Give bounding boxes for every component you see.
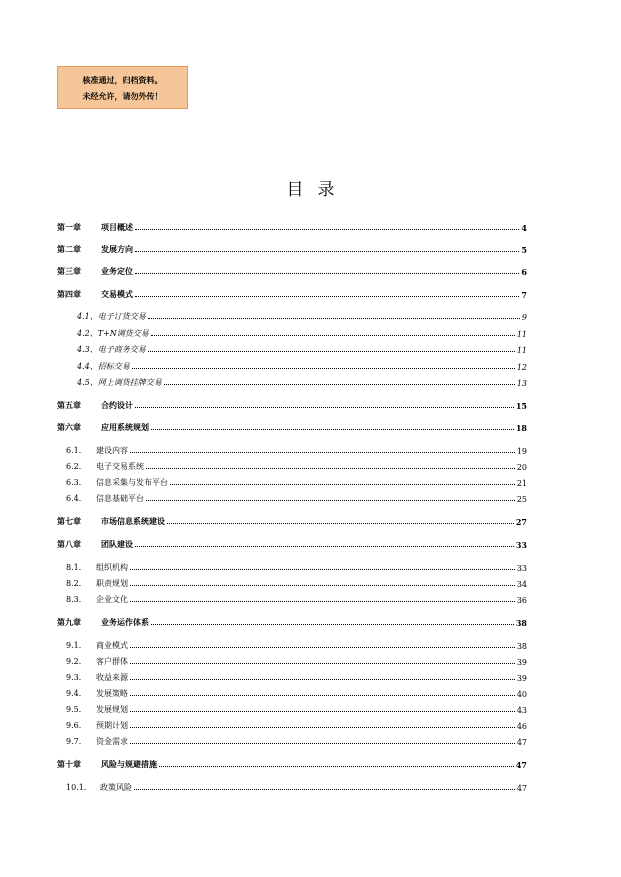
toc-number: 第六章 [57,422,81,432]
toc-page: 20 [516,463,527,472]
toc-page: 43 [516,706,527,715]
toc-entry-9-5[interactable] [66,701,527,715]
toc-entry-chapter-5[interactable] [57,397,527,411]
toc-title: 企业文化 [96,595,128,604]
toc-title: 商业模式 [96,641,128,650]
toc-number: 8.2． [66,579,87,588]
toc-leader [134,788,515,790]
toc-title: 项目概述 [101,222,133,232]
toc-entry-9-2[interactable] [66,653,527,667]
toc-entry-4-4[interactable] [77,358,527,372]
toc-title: 发展规划 [96,705,128,714]
page-title: 目录 [286,180,349,200]
toc-number: 第三章 [57,266,81,276]
toc-leader [164,383,515,385]
toc-entry-8-3[interactable] [66,591,527,605]
toc-page: 33 [515,540,527,550]
toc-number: 9.2． [66,657,87,666]
toc-leader [130,584,515,586]
toc-leader [170,483,515,485]
toc-page: 47 [516,738,527,747]
toc-number: 9.6． [66,721,87,730]
toc-number: 4.3、 [77,345,98,354]
toc-page: 38 [516,642,527,651]
toc-page: 11 [516,330,527,339]
toc-leader [135,295,519,297]
toc-leader [130,726,515,728]
toc-leader [146,467,515,469]
toc-leader [151,334,515,336]
toc-number: 第九章 [57,617,81,627]
confidential-notice [57,66,188,109]
toc-entry-9-7[interactable] [66,733,527,747]
toc-title: 政策风险 [100,783,132,792]
toc-entry-chapter-6[interactable] [57,419,527,433]
toc-title: 风险与规避措施 [101,759,157,769]
toc-page: 6 [521,267,527,277]
toc-leader [135,406,514,408]
toc-number: 第八章 [57,539,81,549]
toc-title: 团队建设 [101,539,133,549]
toc-page: 33 [516,564,527,573]
toc-page: 40 [516,690,527,699]
toc-page: 39 [516,674,527,683]
toc-leader [135,250,519,252]
toc-leader [135,228,519,230]
toc-number: 6.4． [66,494,87,503]
toc-leader [130,662,515,664]
toc-number: 8.1． [66,563,87,572]
toc-page: 47 [515,760,527,770]
toc-page: 12 [516,363,527,372]
toc-entry-6-3[interactable] [66,474,527,488]
toc-page: 34 [516,580,527,589]
toc-entry-9-6[interactable] [66,717,527,731]
toc-page: 27 [515,517,527,527]
toc-page: 36 [516,596,527,605]
toc-leader [151,623,514,625]
toc-entry-4-1[interactable] [77,308,527,322]
toc-entry-9-3[interactable] [66,669,527,683]
toc-leader [159,765,514,767]
toc-number: 4.1、 [77,312,98,321]
toc-entry-6-4[interactable] [66,490,527,504]
toc-title: 预期计划 [96,721,128,730]
toc-entry-chapter-10[interactable] [57,756,527,770]
toc-entry-chapter-7[interactable] [57,513,527,527]
toc-number: 6.2． [66,462,87,471]
toc-title: 建设内容 [96,446,128,455]
toc-number: 第二章 [57,244,81,254]
toc-title: 应用系统规划 [101,422,149,432]
toc-title: 组织机构 [96,563,128,572]
toc-page: 11 [516,346,527,355]
toc-title: 交易模式 [101,289,133,299]
toc-leader [148,317,520,319]
toc-leader [151,428,514,430]
toc-entry-chapter-9[interactable] [57,614,527,628]
toc-number: 9.5． [66,705,87,714]
toc-page: 4 [521,223,527,233]
toc-title: 电子交易系统 [96,462,144,471]
toc-number: 4.5、 [77,378,98,387]
toc-leader [146,499,515,501]
toc-entry-chapter-4[interactable] [57,286,527,300]
toc-entry-8-1[interactable] [66,559,527,573]
toc-number: 6.1． [66,446,87,455]
toc-entry-8-2[interactable] [66,575,527,589]
toc-entry-chapter-2[interactable] [57,241,527,255]
toc-entry-6-2[interactable] [66,458,527,472]
toc-title: 电子商务交易 [97,345,146,354]
toc-leader [130,600,515,602]
toc-number: 第十章 [57,759,81,769]
toc-title: 发展策略 [96,689,128,698]
toc-page: 5 [521,245,527,255]
toc-number: 9.1． [66,641,87,650]
toc-leader [130,646,515,648]
toc-entry-chapter-3[interactable] [57,263,527,277]
toc-number: 4.4、 [77,362,98,371]
toc-number: 第五章 [57,400,81,410]
toc-title: 网上调货挂牌交易 [97,378,162,387]
toc-number: 10.1． [66,783,92,792]
toc-page: 18 [515,423,527,433]
toc-leader [132,367,515,369]
toc-title: 资金需求 [96,737,128,746]
notice-line-1: 核准通过，归档资料。 [82,76,163,85]
toc-leader [130,568,515,570]
toc-leader [130,694,515,696]
toc-title: 招标交易 [97,362,130,371]
notice-line-2: 未经允许，请勿外传！ [82,92,163,101]
toc-leader [130,451,515,453]
toc-page: 46 [516,722,527,731]
toc-entry-chapter-1[interactable] [57,219,527,233]
toc-page: 25 [516,495,527,504]
toc-leader [130,710,515,712]
toc-page: 7 [521,290,527,300]
toc-number: 8.3． [66,595,87,604]
toc-page: 38 [515,618,527,628]
toc-title: 业务运作体系 [101,617,149,627]
toc-number: 第四章 [57,289,81,299]
toc-title: T+N调货交易 [97,329,149,338]
toc-entry-chapter-8[interactable] [57,536,527,550]
toc-entry-4-2[interactable] [77,325,527,339]
toc-page: 21 [516,479,527,488]
toc-page: 15 [515,401,527,411]
toc-entry-10-1[interactable] [66,779,527,793]
toc-title: 业务定位 [101,266,133,276]
toc-title: 收益来源 [96,673,128,682]
toc-page: 39 [516,658,527,667]
toc-title: 市场信息系统建设 [101,516,165,526]
toc-leader [167,522,514,524]
toc-entry-9-4[interactable] [66,685,527,699]
toc-entry-9-1[interactable] [66,637,527,651]
toc-title: 信息采集与发布平台 [96,478,168,487]
toc-title: 职责规划 [96,579,128,588]
toc-number: 4.2、 [77,329,98,338]
toc-leader [130,742,515,744]
toc-page: 13 [516,379,527,388]
toc-number: 6.3． [66,478,87,487]
toc-page: 47 [516,784,527,793]
toc-number: 9.4． [66,689,87,698]
toc-title: 电子订货交易 [97,312,146,321]
toc-number: 9.3． [66,673,87,682]
toc-title: 信息基础平台 [96,494,144,503]
toc-number: 第七章 [57,516,81,526]
toc-entry-6-1[interactable] [66,442,527,456]
toc-title: 发展方向 [101,244,133,254]
toc-leader [135,545,514,547]
toc-number: 9.7． [66,737,87,746]
toc-page: 19 [516,447,527,456]
toc-number: 第一章 [57,222,81,232]
toc-title: 合约设计 [101,400,133,410]
toc-title: 客户群体 [96,657,128,666]
toc-entry-4-3[interactable] [77,341,527,355]
toc-leader [135,272,519,274]
toc-page: 9 [521,313,527,322]
toc-leader [148,350,515,352]
toc-entry-4-5[interactable] [77,374,527,388]
toc-leader [130,678,515,680]
